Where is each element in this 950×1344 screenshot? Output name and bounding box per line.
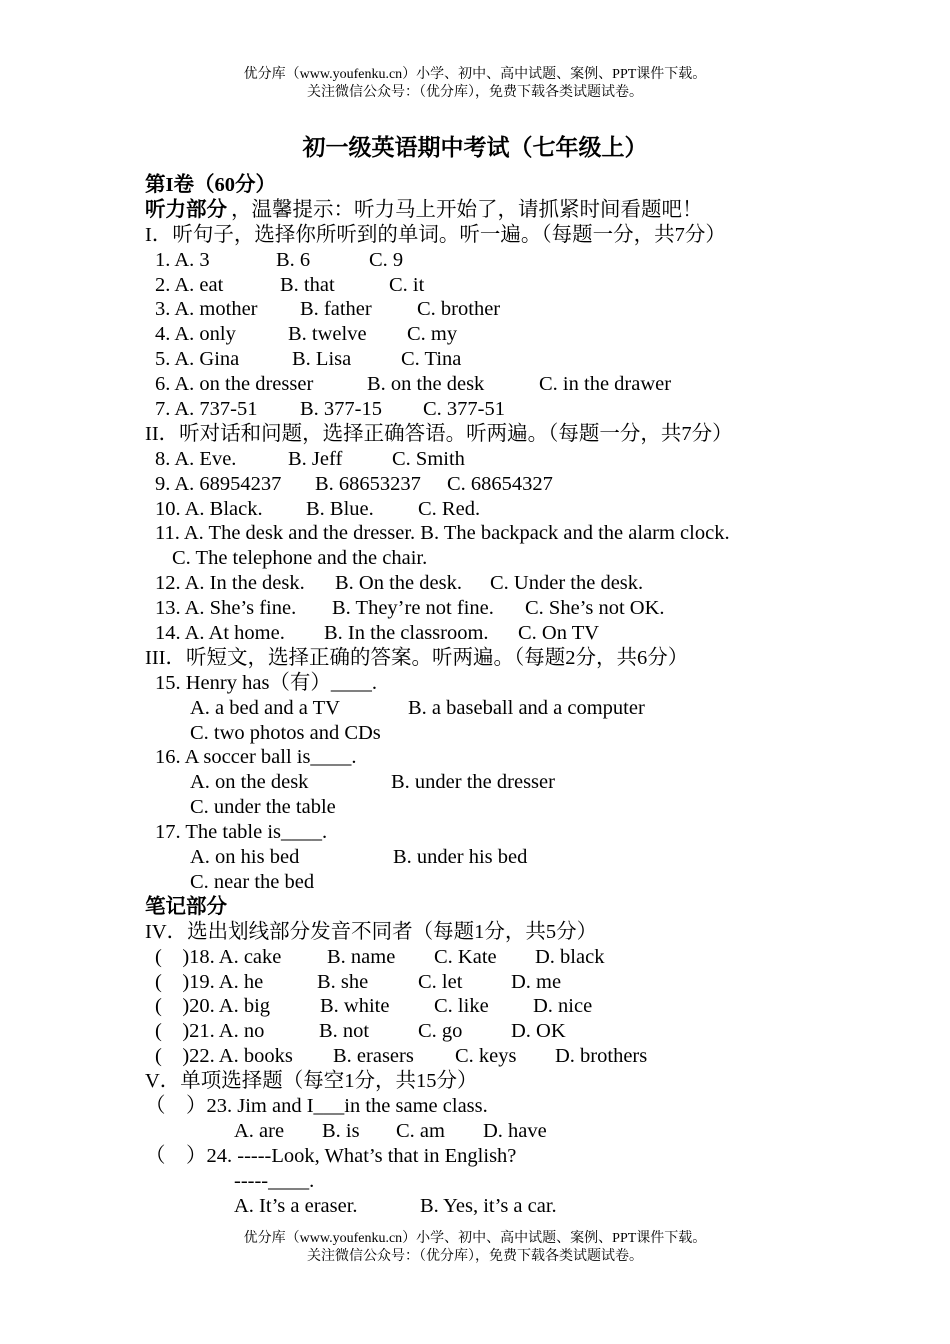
exam-line bbox=[145, 596, 925, 621]
line-text: C. let bbox=[418, 970, 463, 993]
line-text: B. that bbox=[280, 273, 335, 296]
line-text: A. a bed and a TV bbox=[190, 696, 340, 719]
line-text: B. name bbox=[327, 945, 396, 968]
exam-line bbox=[145, 497, 925, 522]
line-text: C. Tina bbox=[401, 348, 462, 371]
line-text: A. It’s a eraser. bbox=[234, 1194, 358, 1217]
line-text: C. two photos and CDs bbox=[190, 721, 381, 744]
footer-line-2: 关注微信公众号：（优分库），免费下载各类试题试卷。 bbox=[307, 1249, 643, 1264]
line-text: B. on the desk bbox=[367, 373, 485, 396]
line-text: B. Jeff bbox=[288, 447, 343, 470]
line-text: V．单项选择题（每空1分，共15分） bbox=[145, 1070, 478, 1093]
exam-line bbox=[145, 521, 925, 546]
line-text: B. under his bed bbox=[393, 846, 528, 869]
exam-line bbox=[145, 198, 925, 223]
header-line-2: 关注微信公众号：（优分库），免费下载各类试题试卷。 bbox=[307, 85, 643, 100]
line-text: C. go bbox=[418, 1020, 463, 1043]
exam-line bbox=[145, 696, 925, 721]
line-text: ( )21. A. no bbox=[155, 1020, 265, 1043]
line-text: C. keys bbox=[455, 1045, 517, 1068]
line-text: B. white bbox=[320, 995, 390, 1018]
exam-line bbox=[145, 945, 925, 970]
line-text: ( )22. A. books bbox=[155, 1045, 293, 1068]
line-text: A. are bbox=[234, 1119, 285, 1142]
line-text: A. on the desk bbox=[190, 771, 309, 794]
exam-line bbox=[145, 920, 925, 945]
exam-line bbox=[145, 1169, 925, 1194]
line-text: ( )20. A. big bbox=[155, 995, 271, 1018]
line-text: （ ）24. -----Look, What’s that in English? bbox=[145, 1144, 517, 1167]
exam-title: 初一级英语期中考试（七年级上） bbox=[302, 135, 648, 160]
exam-line bbox=[145, 273, 925, 298]
exam-body bbox=[145, 173, 925, 1218]
line-text: D. brothers bbox=[555, 1045, 648, 1068]
exam-line bbox=[145, 447, 925, 472]
line-text: B. Blue. bbox=[306, 497, 374, 520]
line-text: 12. A. In the desk. bbox=[155, 572, 305, 595]
line-text: II．听对话和问题，选择正确答语。听两遍。（每题一分，共7分） bbox=[145, 422, 733, 445]
line-text: C. Under the desk. bbox=[490, 572, 644, 595]
line-text: C. in the drawer bbox=[539, 373, 672, 396]
exam-line bbox=[145, 248, 925, 273]
line-text: D. nice bbox=[533, 995, 593, 1018]
line-text: C. am bbox=[396, 1119, 445, 1142]
line-text: D. black bbox=[535, 945, 605, 968]
line-text: B. under the dresser bbox=[391, 771, 555, 794]
exam-line bbox=[145, 571, 925, 596]
line-text: 笔记部分 bbox=[145, 895, 227, 918]
exam-line bbox=[145, 970, 925, 995]
line-text: 9. A. 68954237 bbox=[155, 472, 282, 495]
line-text: D. OK bbox=[511, 1020, 566, 1043]
line-text: D. me bbox=[511, 970, 562, 993]
exam-line bbox=[145, 422, 925, 447]
exam-line bbox=[145, 845, 925, 870]
exam-line bbox=[145, 795, 925, 820]
line-text: C. 68654327 bbox=[447, 472, 553, 495]
line-text: B. not bbox=[319, 1020, 370, 1043]
line-text: C. Red. bbox=[418, 497, 481, 520]
line-text: 听力部分 bbox=[145, 198, 227, 221]
line-text: C. On TV bbox=[518, 622, 600, 645]
line-text: 16. A soccer ball is____. bbox=[155, 746, 357, 769]
line-text: C. Kate bbox=[434, 945, 497, 968]
exam-line bbox=[145, 671, 925, 696]
line-text: 6. A. on the dresser bbox=[155, 373, 314, 396]
line-text: B. 377-15 bbox=[300, 398, 382, 421]
line-text: B. Lisa bbox=[292, 348, 352, 371]
line-text: C. The telephone and the chair. bbox=[172, 547, 428, 570]
line-text: 7. A. 737-51 bbox=[155, 398, 258, 421]
line-text: C. brother bbox=[417, 298, 501, 321]
line-text: 2. A. eat bbox=[155, 273, 224, 296]
exam-line bbox=[145, 223, 925, 248]
line-text: B. father bbox=[300, 298, 372, 321]
header-line-1: 优分库（www.youfenku.cn）小学、初中、高中试题、案例、PPT课件下载。 bbox=[243, 67, 707, 82]
line-text: -----____. bbox=[234, 1169, 315, 1192]
exam-line bbox=[145, 1019, 925, 1044]
line-text: B. erasers bbox=[333, 1045, 414, 1068]
exam-line bbox=[145, 621, 925, 646]
line-text: ( )18. A. cake bbox=[155, 945, 282, 968]
exam-line bbox=[145, 546, 925, 571]
line-text: B. On the desk. bbox=[335, 572, 462, 595]
line-text: 第I卷（60分） bbox=[145, 174, 276, 196]
exam-line bbox=[145, 1194, 925, 1219]
exam-line bbox=[145, 322, 925, 347]
exam-line bbox=[145, 646, 925, 671]
line-text: D. have bbox=[483, 1119, 547, 1142]
exam-line bbox=[145, 994, 925, 1019]
line-text: A. on his bed bbox=[190, 846, 300, 869]
line-text: 3. A. mother bbox=[155, 298, 258, 321]
exam-line bbox=[145, 1044, 925, 1069]
line-text: ，温馨提示：听力马上开始了，请抓紧时间看题吧！ bbox=[231, 198, 703, 221]
line-text: C. 377-51 bbox=[423, 398, 505, 421]
line-text: 10. A. Black. bbox=[155, 497, 263, 520]
line-text: （ ）23. Jim and I___in the same class. bbox=[145, 1094, 488, 1117]
exam-line bbox=[145, 347, 925, 372]
line-text: B. twelve bbox=[288, 323, 367, 346]
line-text: 1. A. 3 bbox=[155, 248, 210, 271]
page-footer bbox=[0, 1230, 950, 1266]
line-text: 13. A. She’s fine. bbox=[155, 597, 297, 620]
line-text: IV．选出划线部分发音不同者（每题1分，共5分） bbox=[145, 920, 598, 943]
exam-line bbox=[145, 895, 925, 920]
exam-line bbox=[145, 1094, 925, 1119]
line-text: C. like bbox=[434, 995, 489, 1018]
line-text: C. Smith bbox=[392, 447, 465, 470]
exam-line bbox=[145, 721, 925, 746]
exam-line bbox=[145, 397, 925, 422]
line-text: 17. The table is____. bbox=[155, 821, 328, 844]
line-text: B. 6 bbox=[276, 248, 311, 271]
line-text: III．听短文，选择正确的答案。听两遍。（每题2分，共6分） bbox=[145, 646, 689, 669]
line-text: B. 68653237 bbox=[315, 472, 421, 495]
exam-line bbox=[145, 372, 925, 397]
line-text: C. under the table bbox=[190, 796, 336, 819]
exam-line bbox=[145, 745, 925, 770]
exam-line bbox=[145, 173, 925, 198]
exam-line bbox=[145, 770, 925, 795]
exam-line bbox=[145, 1069, 925, 1094]
line-text: B. she bbox=[317, 970, 369, 993]
exam-line bbox=[145, 820, 925, 845]
exam-line bbox=[145, 297, 925, 322]
line-text: C. near the bed bbox=[190, 870, 315, 893]
line-text: C. my bbox=[407, 323, 458, 346]
line-text: C. 9 bbox=[369, 248, 404, 271]
exam-line bbox=[145, 1144, 925, 1169]
exam-line bbox=[145, 870, 925, 895]
line-text: B. Yes, it’s a car. bbox=[420, 1194, 557, 1217]
page-header bbox=[0, 66, 950, 102]
line-text: B. They’re not fine. bbox=[332, 597, 494, 620]
line-text: B. In the classroom. bbox=[324, 622, 489, 645]
line-text: B. a baseball and a computer bbox=[408, 696, 645, 719]
line-text: 14. A. At home. bbox=[155, 622, 285, 645]
line-text: B. is bbox=[322, 1119, 360, 1142]
exam-line bbox=[145, 1119, 925, 1144]
footer-line-1: 优分库（www.youfenku.cn）小学、初中、高中试题、案例、PPT课件下载。 bbox=[243, 1231, 707, 1246]
line-text: 5. A. Gina bbox=[155, 348, 240, 371]
line-text: 15. Henry has（有）____. bbox=[155, 671, 378, 694]
line-text: 11. A. The desk and the dresser. B. The backpack and the alarm clock. bbox=[155, 522, 730, 545]
line-text: ( )19. A. he bbox=[155, 970, 264, 993]
line-text: C. She’s not OK. bbox=[525, 597, 665, 620]
line-text: 8. A. Eve. bbox=[155, 447, 237, 470]
line-text: I．听句子，选择你所听到的单词。听一遍。（每题一分，共7分） bbox=[145, 223, 726, 246]
line-text: C. it bbox=[389, 273, 425, 296]
line-text: 4. A. only bbox=[155, 323, 236, 346]
exam-line bbox=[145, 472, 925, 497]
